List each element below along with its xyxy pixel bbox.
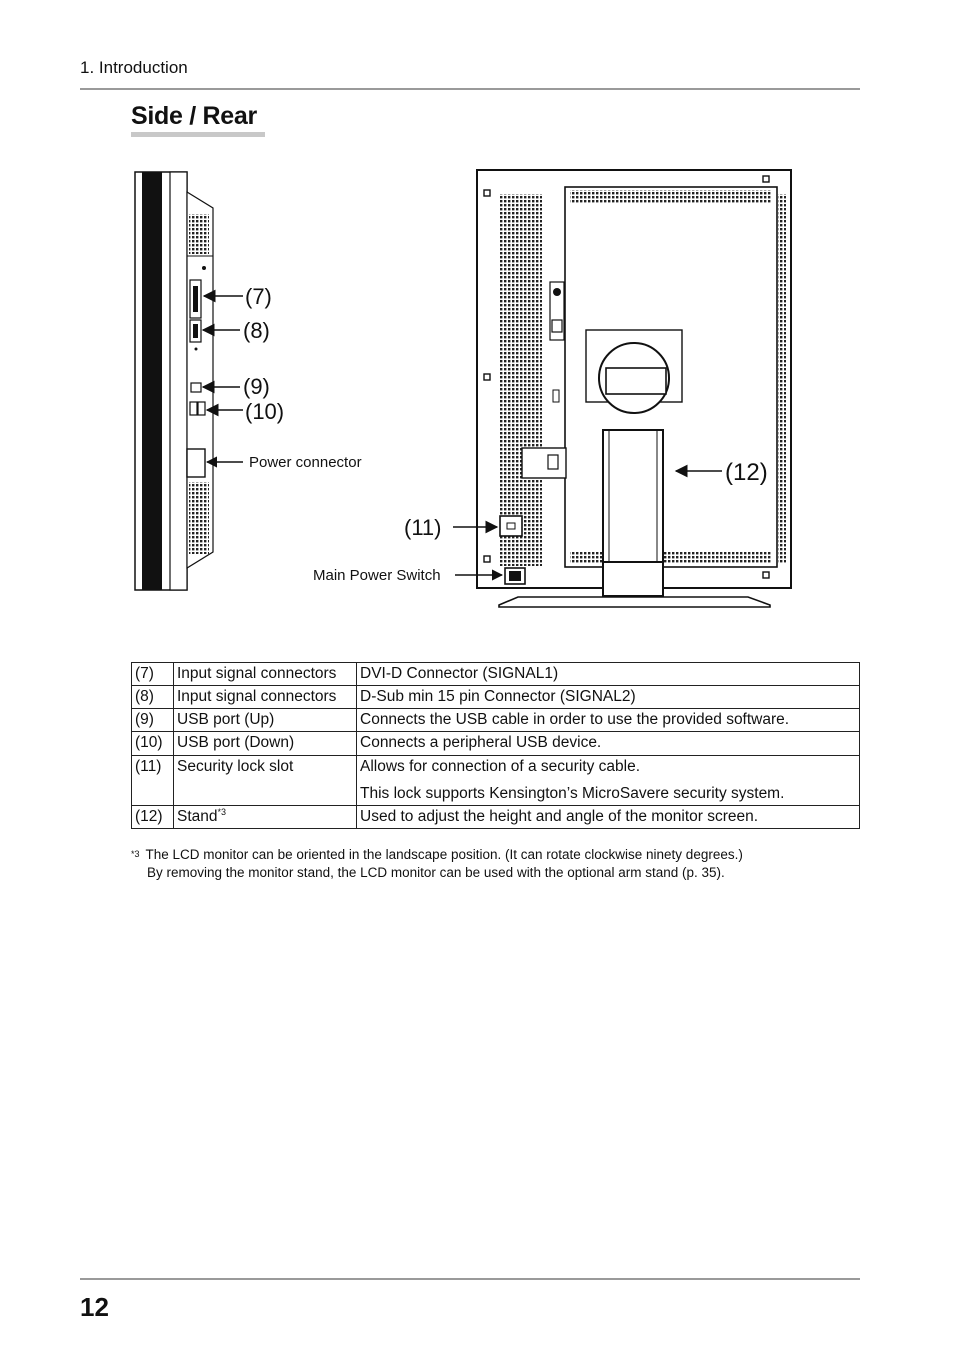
page-number: 12 (80, 1292, 109, 1322)
row-name: Security lock slot (174, 755, 357, 805)
row-name: Input signal connectors (174, 663, 357, 686)
callout-8: (8) (243, 318, 270, 343)
power-connector-label: Power connector (249, 454, 362, 471)
row-name: USB port (Down) (174, 732, 357, 755)
row-description: Connects a peripheral USB device. (357, 732, 860, 755)
row-description: DVI-D Connector (SIGNAL1) (357, 663, 860, 686)
footnote-text-1: The LCD monitor can be oriented in the landscape position. (It can rotate clockwise ninety degrees.) (145, 847, 743, 862)
section-title: Side / Rear (131, 102, 257, 130)
chapter-heading: 1. Introduction (80, 58, 188, 77)
row-description: Connects the USB cable in order to use the provided software. (357, 709, 860, 732)
callout-10: (10) (245, 399, 285, 424)
row-description-line-2: This lock supports Kensington’s MicroSavere security system. (360, 784, 785, 802)
row-number: (8) (132, 686, 174, 709)
callout-12: (12) (725, 459, 768, 486)
table-row (132, 755, 860, 805)
callout-9: (9) (243, 374, 270, 399)
row-description (357, 755, 860, 805)
footnote (131, 846, 743, 882)
row-number: (11) (132, 755, 174, 805)
footnote-mark: *3 (131, 849, 140, 859)
table-row (132, 686, 860, 709)
table-row (132, 805, 860, 828)
footer-rule (80, 1278, 860, 1280)
row-name: USB port (Up) (174, 709, 357, 732)
row-number: (12) (132, 805, 174, 828)
row-description: D-Sub min 15 pin Connector (SIGNAL2) (357, 686, 860, 709)
row-number: (7) (132, 663, 174, 686)
parts-table (131, 662, 860, 829)
side-rear-figure (0, 160, 954, 620)
row-number: (9) (132, 709, 174, 732)
table-row (132, 663, 860, 686)
footnote-line-2: By removing the monitor stand, the LCD monitor can be used with the optional arm stand (p. 35). (147, 865, 725, 880)
table-row (132, 709, 860, 732)
footnote-reference: *3 (217, 806, 227, 817)
row-name-text: Stand (177, 808, 218, 825)
header-rule (80, 88, 860, 90)
rear-view (477, 170, 791, 607)
callout-11: (11) (404, 515, 442, 540)
row-name (174, 805, 357, 828)
row-number: (10) (132, 732, 174, 755)
side-view (135, 172, 213, 590)
section-title-underline (131, 132, 265, 137)
row-description: Used to adjust the height and angle of the monitor screen. (357, 805, 860, 828)
row-name: Input signal connectors (174, 686, 357, 709)
row-description-line-1: Allows for connection of a security cable. (360, 757, 640, 775)
footnote-line-1 (131, 846, 743, 864)
table-row (132, 732, 860, 755)
callout-7: (7) (245, 284, 272, 309)
main-power-switch-label: Main Power Switch (313, 567, 441, 584)
